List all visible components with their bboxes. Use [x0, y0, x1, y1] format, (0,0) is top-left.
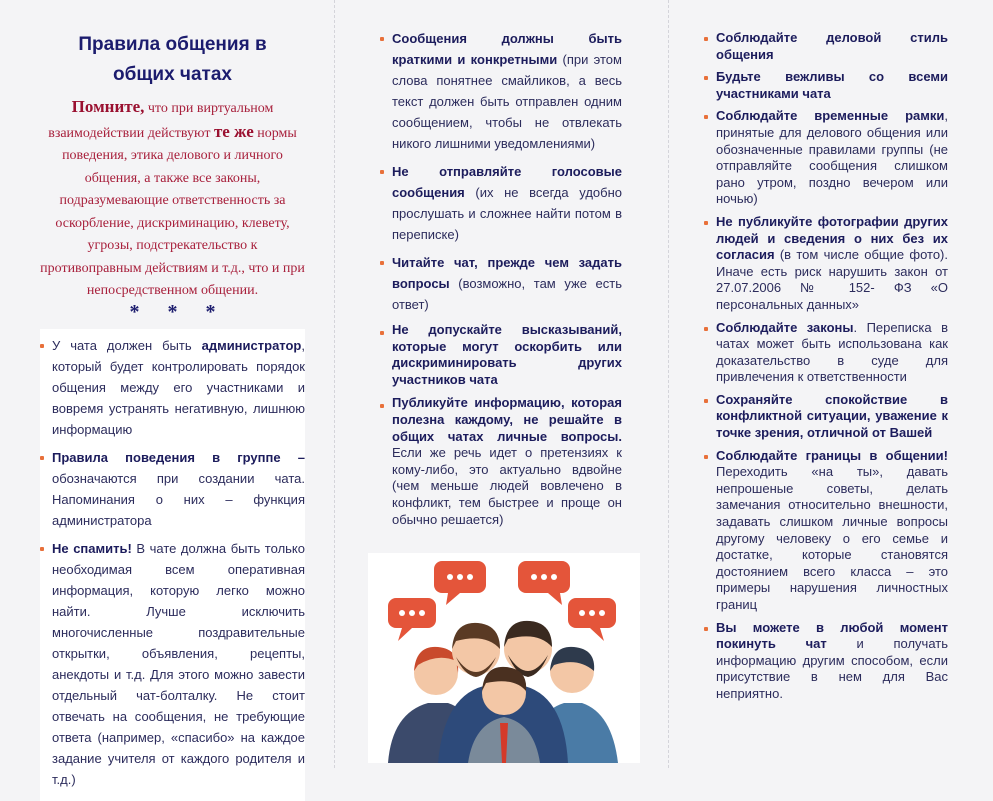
- list-item: [380, 28, 622, 154]
- item-text: (при этом слова понятнее смайликов, а весь текст должен быть отправлен одним сообщением, чтобы не отвлекать никого лишними уведомлениями): [392, 52, 622, 151]
- item-bold: Правила поведения в группе –: [52, 449, 305, 465]
- separator-stars: ***: [129, 300, 244, 323]
- list-item: [40, 335, 305, 440]
- item-bold: Не публикуйте фотографии других людей и сведения о них без их согласия: [716, 213, 948, 263]
- group-chat-illustration: [368, 553, 640, 763]
- item-bold: Соблюдайте законы: [716, 319, 854, 335]
- list-item: [380, 252, 622, 315]
- item-bold: администратор: [201, 337, 302, 353]
- list-item: [380, 322, 622, 388]
- list-item: [380, 395, 622, 528]
- rules-list-1: [40, 335, 305, 790]
- item-text: В чате должна быть только необходимая всем оперативная информация, которую легко можно найти. Лучше исключить многочисленные поздравительные открытки, объявления, рецепты, анекдоты и т.д. Для этого можно завести отдельный чат-болталку. Не стоит отвечать на сообщения, не требующие ответа (например, «спасибо» на каждое задание учителя от каждого родителя и т.д.): [52, 540, 305, 787]
- list-item: [40, 447, 305, 531]
- list-item: [704, 108, 948, 208]
- item-text: (в том числе общие фото). Иначе есть риск нарушить закон от 27.07.2006 № 152- ФЗ «О персональных данных»: [716, 247, 948, 312]
- list-item: [40, 538, 305, 790]
- item-bold: Не спамить!: [52, 540, 132, 556]
- intro-text-1: что при виртуальном взаимодействии действуют: [48, 101, 274, 141]
- item-text: (возможно, там уже есть ответ): [392, 276, 622, 312]
- fold-line-1: [334, 0, 335, 768]
- item-bold: Соблюдайте границы в общении!: [716, 447, 948, 463]
- intro-text: [40, 96, 305, 303]
- item-text: , принятые для делового общения или обозначенные правилами группы (не отправляйте сообщения слишком рано утром, поздно вечером или ночью): [716, 108, 948, 207]
- item-bold: Не допускайте высказываний, которые могут оскорбить или дискриминировать других участников чата: [392, 322, 622, 387]
- item-bold: Читайте чат, прежде чем задать вопросы: [392, 255, 622, 291]
- rules-box: [40, 329, 305, 801]
- page-title: Правила общения в общих чатах: [78, 34, 267, 85]
- item-bold: Вы можете в любой момент покинуть чат: [716, 619, 948, 652]
- column-1: [40, 30, 305, 801]
- item-text: и получать информацию другим способом, если присутствие в нем для Вас неприятно.: [716, 636, 948, 701]
- item-bold: Сохраняйте спокойствие в конфликтной ситуации, уважение к точке зрения, отличной от Вашей: [716, 391, 948, 441]
- item-bold: Соблюдайте временные рамки: [716, 108, 945, 124]
- item-text: Если же речь идет о претензиях к кому-либо, это актуально вдвойне (чем меньше людей вовлечено в конфликт, тем быстрее и проще он обычно решается): [392, 445, 622, 527]
- item-bold: Не отправляйте голосовые сообщения: [392, 164, 622, 200]
- list-item: [704, 320, 948, 386]
- list-item: [704, 30, 948, 63]
- list-item: [704, 214, 948, 314]
- item-bold: Соблюдайте деловой стиль общения: [716, 30, 948, 62]
- item-text: . Переписка в чатах может быть использована как доказательство в суде для привлечения к ответственности: [716, 319, 948, 385]
- list-item: [380, 161, 622, 245]
- list-item: [704, 620, 948, 703]
- list-item: [704, 392, 948, 442]
- item-bold: Публикуйте информацию, которая полезна каждому, не решайте в общих чатах личные вопросы.: [392, 395, 622, 444]
- list-item: [704, 69, 948, 102]
- intro-bold-1: Помните,: [71, 97, 145, 116]
- intro-text-2: нормы поведения, этика делового и личного общения, а также все законы, подразумевающие ответственность за оскорбление, дискриминацию, клевету, угрозы, подстрекательство к противоправным действиям и т.д., что и при непосредственном общении.: [40, 125, 305, 298]
- column-3: [704, 30, 948, 709]
- item-text: (их не всегда удобно прослушать и сложнее найти потом в переписке): [392, 185, 622, 242]
- item-text: обозначаются при создании чата. Напоминания о них – функция администратора: [52, 470, 305, 528]
- rules-list-3: [704, 30, 948, 703]
- rules-list-2: [380, 28, 622, 528]
- intro-bold-2: те же: [213, 121, 254, 141]
- item-bold: Будьте вежливы со всеми участниками чата: [716, 69, 948, 101]
- fold-line-2: [668, 0, 669, 768]
- item-bold: Сообщения должны быть краткими и конкретными: [392, 31, 622, 67]
- people-speech-bubbles-icon: [368, 553, 640, 763]
- list-item: [704, 448, 948, 614]
- column-2: [380, 28, 622, 535]
- item-text: , который будет контролировать порядок общения между его участниками и вовремя устранять негативную, лишнюю информацию: [52, 337, 305, 437]
- item-text: Переходить «на ты», давать непрошеные советы, делать замечания относительно внешности, задавать слишком личные вопросы другому человеку о его семье и достатке, которые становятся достоянием всего класса – это примеры нарушения личностных границ: [716, 464, 948, 612]
- item-text: У чата должен быть: [52, 337, 202, 353]
